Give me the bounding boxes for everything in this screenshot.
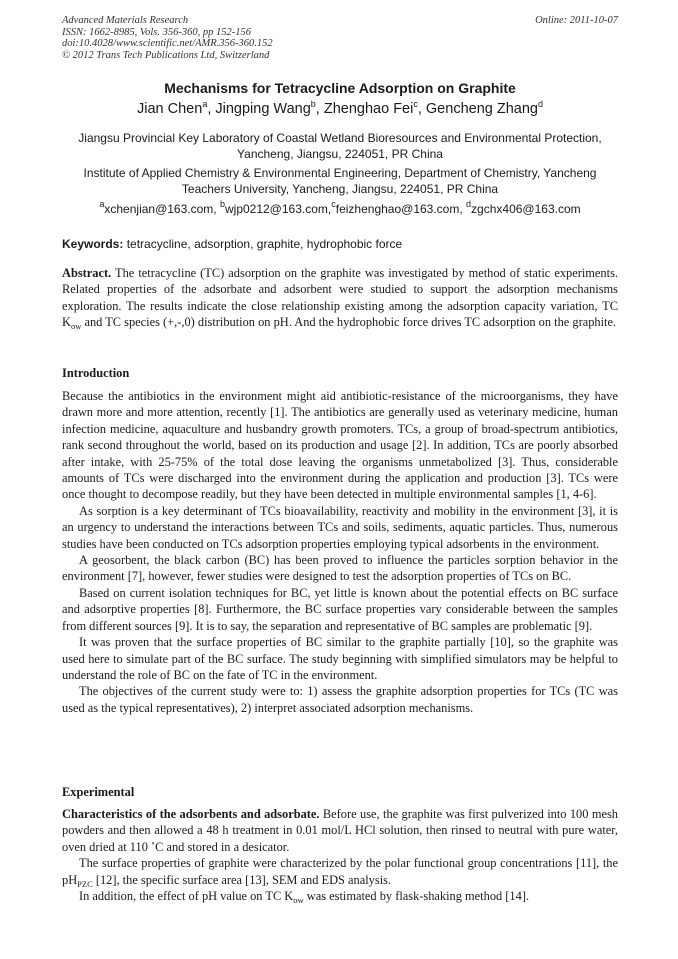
- kow-subscript: ow: [70, 321, 82, 332]
- exp-text: In addition, the effect of pH value on TC K: [79, 889, 294, 904]
- keywords: [62, 237, 618, 251]
- author-name: Zhenghao Fei: [323, 101, 414, 117]
- exp-text: [12], the specific surface area [13], SEM and EDS analysis.: [92, 872, 392, 887]
- email-address[interactable]: zgchx406@163.com: [471, 202, 581, 216]
- abstract-text-cont: and TC species (+,-,0) distribution on pH. And the hydrophobic force drives TC adsorption on the graphite.: [81, 315, 617, 330]
- exp-text: Before use, the graphite was first pulverized into 100 mesh powders and then allowed a 48 h treatment in 0.01 mol/L HCl solution, then rinsed to neutral with pure water, oven dried at 110 ˚C and stored in a desicator.: [62, 807, 618, 854]
- issn-line: ISSN: 1662-8985, Vols. 356-360, pp 152-156: [62, 26, 251, 38]
- intro-paragraph: The objectives of the current study were to: 1) assess the graphite adsorption properties for TCs (TC was used as the typical representatives), 2) interpret associated adsorption mechanisms.: [62, 684, 618, 715]
- copyright-line: © 2012 Trans Tech Publications Ltd, Switzerland: [62, 49, 270, 61]
- email-sup: b: [219, 199, 225, 209]
- email-address[interactable]: wjp0212@163.com: [224, 202, 328, 216]
- abstract: [62, 265, 618, 331]
- email-sup: a: [99, 199, 105, 209]
- online-date: Online: 2011-10-07: [535, 15, 618, 26]
- intro-paragraph: A geosorbent, the black carbon (BC) has been proved to influence the particles sorption behavior in the environment [7], however, fewer studies were designed to test the adsorption properties of TCs on BC.: [62, 553, 618, 584]
- exp-paragraph: [62, 806, 618, 855]
- email-sup: d: [466, 199, 472, 209]
- author-name: Gencheng Zhang: [425, 101, 538, 117]
- author-name: Jingping Wang: [215, 101, 311, 117]
- journal-name: Advanced Materials Research: [62, 15, 189, 26]
- author-sup: c: [413, 99, 418, 109]
- author-sup: a: [202, 99, 208, 109]
- doi-line: doi:10.4028/www.scientific.net/AMR.356-360.152: [62, 38, 273, 49]
- introduction-body: [62, 388, 618, 716]
- experimental-body: [62, 806, 618, 904]
- paper-title: Mechanisms for Tetracycline Adsorption on Graphite: [164, 80, 516, 96]
- kow-subscript: ow: [293, 895, 304, 906]
- exp-text: was estimated by flask-shaking method [14].: [303, 889, 530, 904]
- author-list: Jian Chen$^a$, Jingping Wang$^b$, Zhenghao Fei$^c$, Gencheng Zhang$^d$: [137, 99, 543, 117]
- intro-paragraph: As sorption is a key determinant of TCs bioavailability, reactivity and mobility in the environment [3], it is an urgency to understand the interactions between TCs and soils, sediments, aquatic particles. Thus, numerous studies have been conducted on TCs adsorption properties employing typical adsorbents in the environment.: [62, 503, 618, 551]
- author-sup: b: [310, 99, 316, 109]
- exp-paragraph: [62, 888, 618, 904]
- keywords-label: Keywords:: [62, 237, 124, 251]
- intro-paragraph: Based on current isolation techniques for BC, yet little is known about the potential effects on BC surface and adsorptive properties [8]. Furthermore, the BC surface properties vary considerable between the samples from different sources [9]. It is to say, the separation and representative of BC samples are problematic [9].: [62, 585, 618, 633]
- pzc-subscript: PZC: [77, 878, 93, 889]
- exp-subheading: Characteristics of the adsorbents and adsorbate.: [62, 807, 320, 821]
- intro-paragraph: Because the antibiotics in the environment might aid antibiotic-resistance of the microorganisms, they have drawn more and more attention, recently [1]. The antibiotics are generally used as veterinary medicine, human infection medicine, aquaculture and husbandry growth promoters. TCs, a group of broad-spectrum antibiotics, rank second throughout the world, based on its production and usage [2]. In addition, TCs are poorly absorbed after intake, with 25-75% of the total dose leaving the organisms unmetabolized [3]. Thus, considerable amounts of TCs were discharged into the environment during the application and production [3]. TCs were once thought to decompose readily, but they have been detected in multiple environmental samples [1, 4-6].: [62, 389, 618, 502]
- experimental-heading: Experimental: [62, 785, 135, 799]
- affiliation-1: Jiangsu Provincial Key Laboratory of Coastal Wetland Bioresources and Environmental Protection, Yancheng, Jiangsu, 224051, PR China: [78, 131, 602, 161]
- email-sup: c: [331, 199, 336, 209]
- introduction-heading: Introduction: [62, 366, 130, 380]
- journal-header: [62, 15, 618, 61]
- author-name: Jian Chen: [137, 101, 203, 117]
- email-address[interactable]: xchenjian@163.com: [104, 202, 214, 216]
- author-sup: d: [537, 99, 543, 109]
- email-address[interactable]: feizhenghao@163.com: [335, 202, 460, 216]
- abstract-label: Abstract.: [62, 266, 112, 280]
- email-list: $^a$xchenjian@163.com, $^b$wjp0212@163.com,$^c$feizhenghao@163.com, $^d$zgchx406@163.com: [99, 199, 581, 216]
- affiliation-2: Institute of Applied Chemistry & Environmental Engineering, Department of Chemistry, Yancheng Teachers University, Yancheng, Jiangsu, 224051, PR China: [83, 166, 597, 196]
- abstract-text: The tetracycline (TC) adsorption on the graphite was investigated by method of static experiments. Related properties of the adsorbate and adsorbent were studied to support the adsorption mechanisms exploration. The results indicate the close relationship existing among the adsorption capacity variation, TC K: [62, 266, 618, 330]
- exp-text: The surface properties of graphite were characterized by the polar functional group concentrations [11], the pH: [62, 856, 618, 887]
- intro-paragraph: It was proven that the surface properties of BC similar to the graphite partially [10], so the graphite was used here to simulate part of the BC surface. The study beginning with simplified simulators may be helpful to understand the role of BC on the fate of TC in the environment.: [62, 635, 618, 682]
- exp-paragraph: [62, 855, 618, 888]
- keywords-text: tetracycline, adsorption, graphite, hydrophobic force: [126, 237, 403, 251]
